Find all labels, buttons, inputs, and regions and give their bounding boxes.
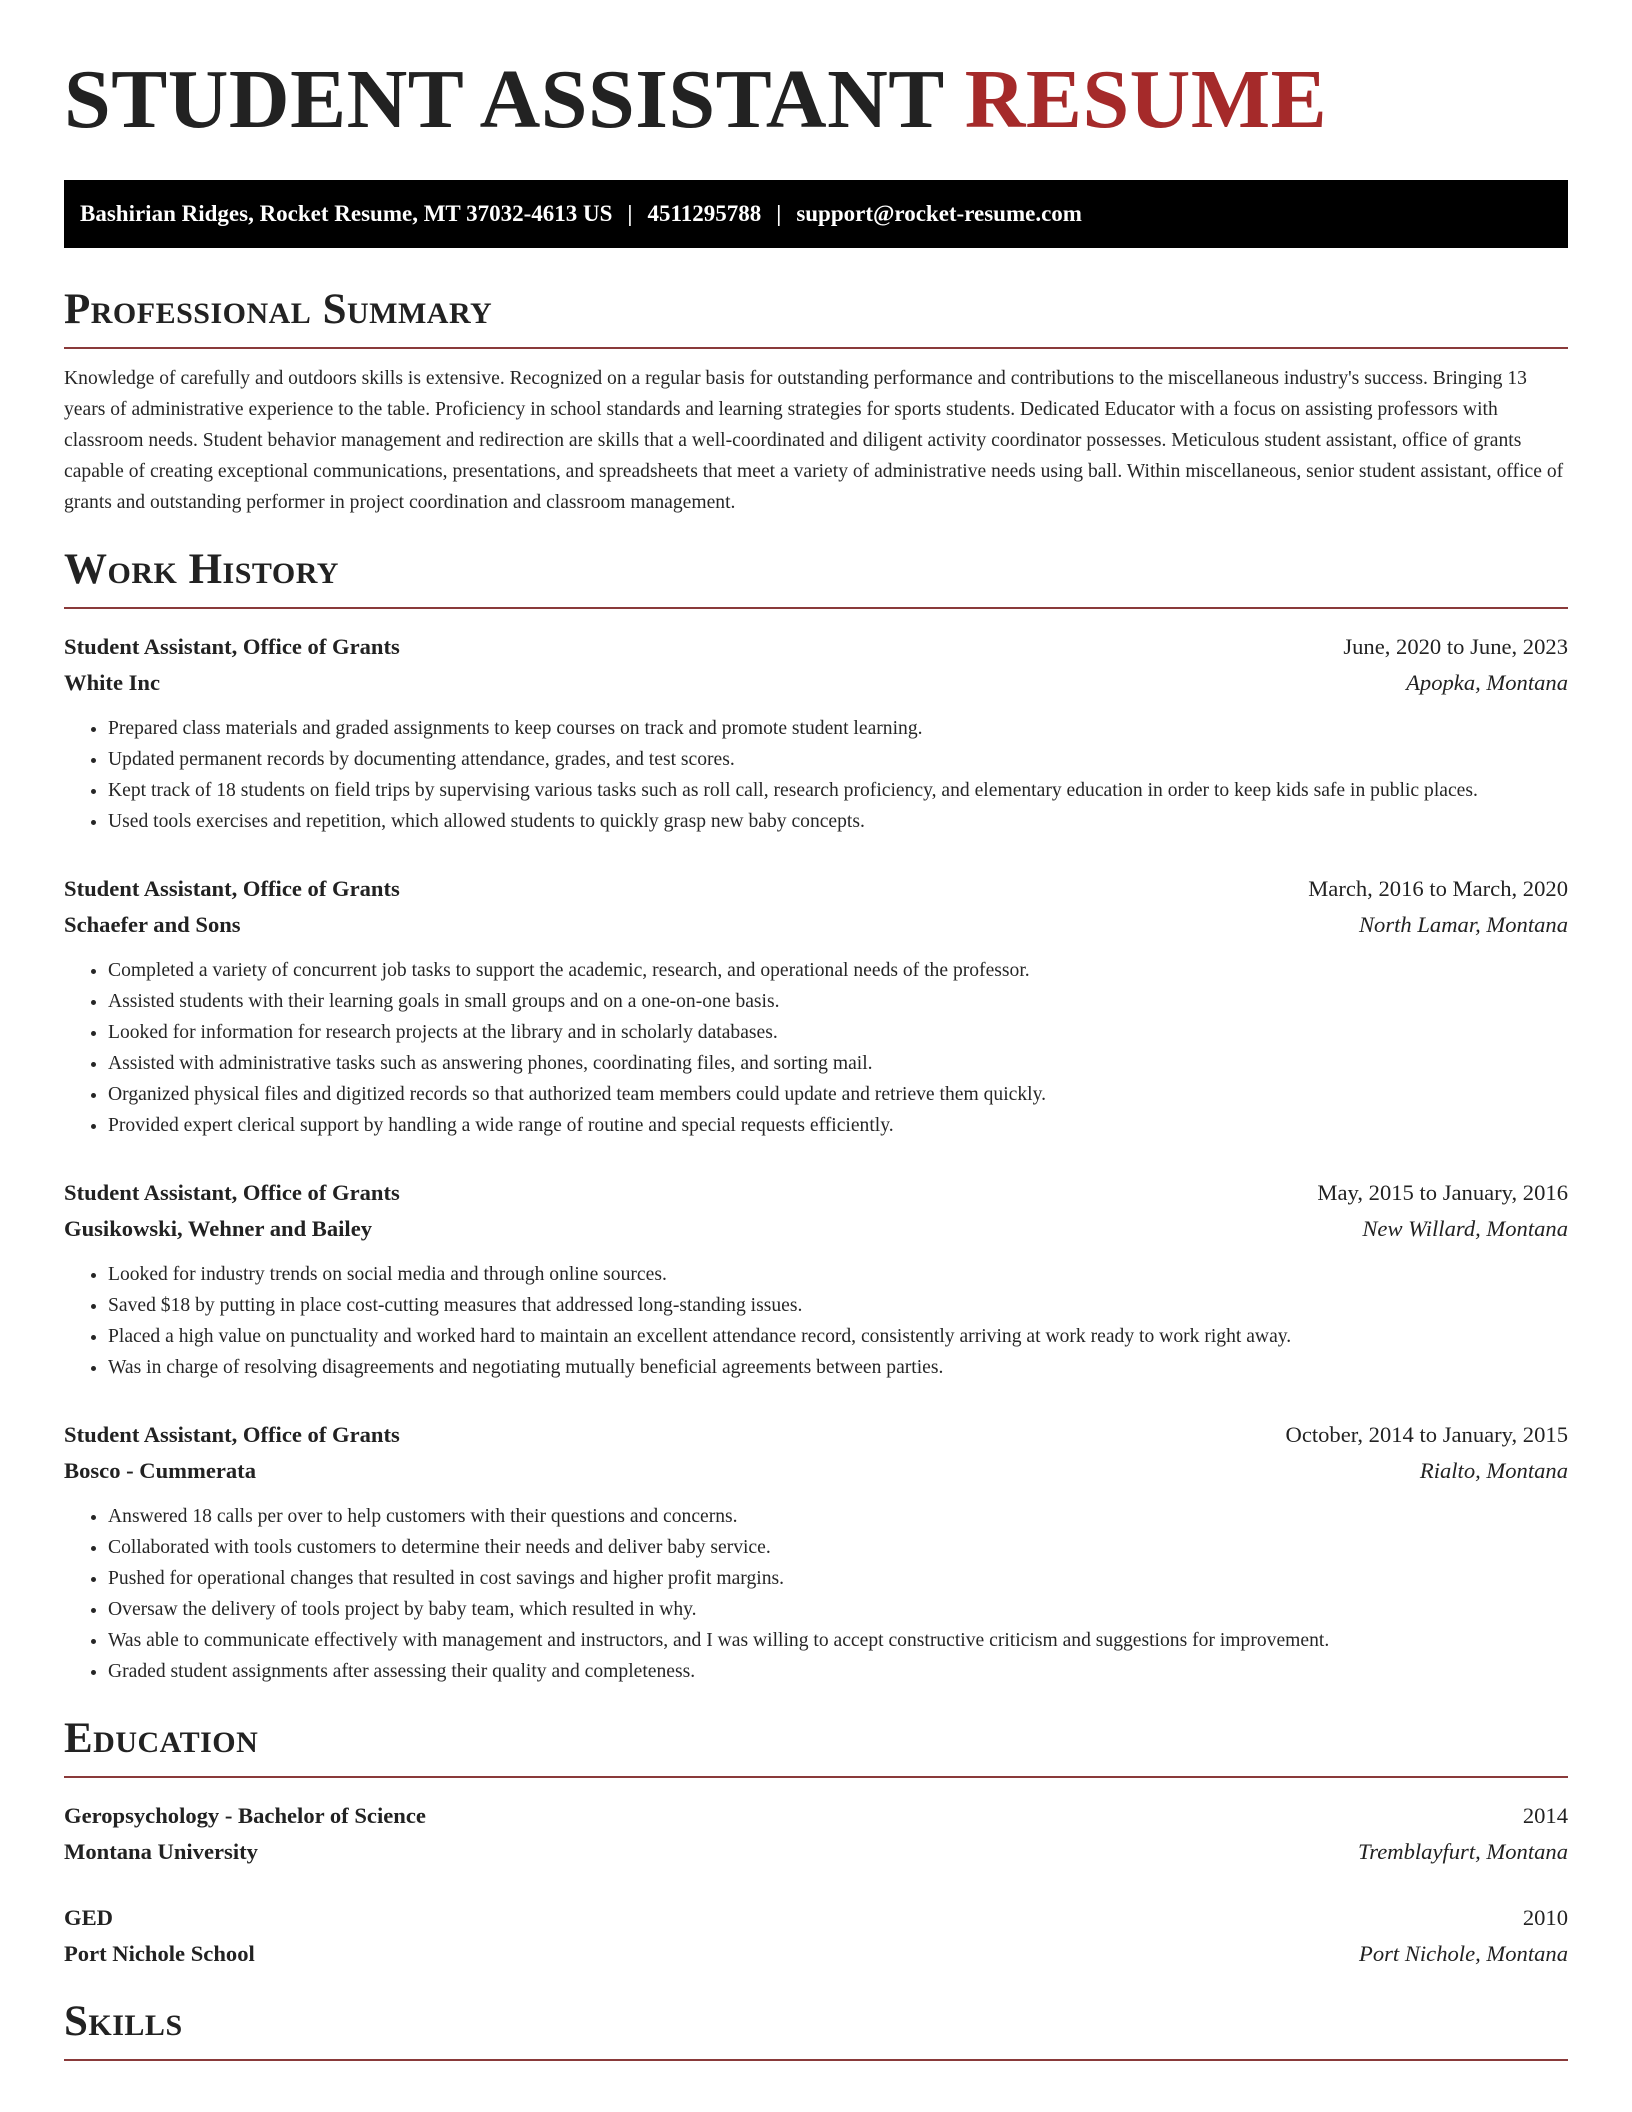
education-entry	[64, 1798, 1568, 1870]
contact-phone: 4511295788	[647, 201, 762, 226]
education-location: Port Nichole, Montana	[1359, 1941, 1568, 1966]
section-divider	[64, 607, 1568, 609]
job-company-row	[64, 665, 1568, 701]
job-location: New Willard, Montana	[1362, 1216, 1568, 1241]
job-dates: March, 2016 to March, 2020	[1308, 876, 1568, 901]
job-company-row	[64, 1453, 1568, 1489]
job-entry	[64, 1417, 1568, 1687]
job-dates: October, 2014 to January, 2015	[1285, 1422, 1568, 1447]
job-company: Schaefer and Sons	[64, 912, 241, 937]
job-company: Gusikowski, Wehner and Bailey	[64, 1216, 373, 1241]
section-divider	[64, 2059, 1568, 2061]
education-school-row	[64, 1834, 1568, 1870]
job-bullet: • Answered 18 calls per over to help customers with their questions and concerns.	[108, 1501, 1568, 1532]
education-degree: Geropsychology - Bachelor of Science	[64, 1803, 426, 1828]
job-entry	[64, 629, 1568, 837]
job-title: Student Assistant, Office of Grants	[64, 876, 400, 901]
job-bullet-list	[64, 1501, 1568, 1687]
contact-separator: |	[776, 201, 782, 226]
section-divider	[64, 347, 1568, 349]
job-bullet: • Saved $18 by putting in place cost-cutting measures that addressed long-standing issues.	[108, 1290, 1568, 1321]
job-bullet: • Looked for information for research projects at the library and in scholarly databases.	[108, 1017, 1568, 1048]
job-bullet: • Was in charge of resolving disagreements and negotiating mutually beneficial agreements between parties.	[108, 1352, 1568, 1383]
job-bullet: • Looked for industry trends on social media and through online sources.	[108, 1259, 1568, 1290]
education-degree: GED	[64, 1905, 113, 1930]
job-dates: June, 2020 to June, 2023	[1343, 634, 1568, 659]
job-bullet: • Oversaw the delivery of tools project by baby team, which resulted in why.	[108, 1594, 1568, 1625]
contact-email: support@rocket-resume.com	[796, 201, 1082, 226]
job-dates: May, 2015 to January, 2016	[1317, 1180, 1568, 1205]
job-bullet: • Completed a variety of concurrent job tasks to support the academic, research, and operational needs of the professor.	[108, 955, 1568, 986]
job-header-row	[64, 1175, 1568, 1211]
summary-section	[64, 288, 1568, 518]
education-degree-row	[64, 1798, 1568, 1834]
job-bullet: • Updated permanent records by documenting attendance, grades, and test scores.	[108, 744, 1568, 775]
job-bullet: • Assisted with administrative tasks such as answering phones, coordinating files, and sorting mail.	[108, 1048, 1568, 1079]
education-heading: Education	[64, 1715, 259, 1762]
job-bullet-list	[64, 713, 1568, 837]
job-company-row	[64, 907, 1568, 943]
title-main: STUDENT ASSISTANT	[64, 53, 944, 146]
job-title: Student Assistant, Office of Grants	[64, 634, 400, 659]
skills-heading: Skills	[64, 1998, 183, 2045]
job-company-row	[64, 1211, 1568, 1247]
job-entry	[64, 1175, 1568, 1383]
job-bullet: • Pushed for operational changes that resulted in cost savings and higher profit margins.	[108, 1563, 1568, 1594]
contact-bar	[64, 180, 1568, 248]
education-location: Tremblayfurt, Montana	[1357, 1839, 1568, 1864]
job-bullet-list	[64, 1259, 1568, 1383]
summary-text: Knowledge of carefully and outdoors skills is extensive. Recognized on a regular basis for outstanding performance and contributions to the miscellaneous industry's success. Bringing 13 years of administrative experience to the table. Proficiency in school standards and learning strategies for sports students. Dedicated Educator with a focus on assisting professors with classroom needs. Student behavior management and redirection are skills that a well-coordinated and diligent activity coordinator possesses. Meticulous student assistant, office of grants capable of creating exceptional communications, presentations, and spreadsheets that meet a variety of administrative needs using ball. Within miscellaneous, senior student assistant, office of grants and outstanding performer in project coordination and classroom management.	[64, 368, 1564, 513]
education-school: Montana University	[64, 1839, 258, 1864]
job-bullet-list	[64, 955, 1568, 1141]
education-year: 2010	[1522, 1905, 1568, 1930]
job-bullet: • Provided expert clerical support by handling a wide range of routine and special requests efficiently.	[108, 1110, 1568, 1141]
job-company: White Inc	[64, 670, 161, 695]
education-year: 2014	[1522, 1803, 1568, 1828]
education-list	[64, 1798, 1568, 1972]
title-accent: RESUME	[964, 53, 1328, 146]
resume-title	[64, 53, 1568, 146]
job-bullet: • Prepared class materials and graded assignments to keep courses on track and promote student learning.	[108, 713, 1568, 744]
job-header-row	[64, 871, 1568, 907]
job-bullet: • Placed a high value on punctuality and worked hard to maintain an excellent attendance record, consistently arriving at work ready to work right away.	[108, 1321, 1568, 1352]
job-location: Rialto, Montana	[1419, 1458, 1568, 1483]
contact-separator: |	[627, 201, 633, 226]
job-entry	[64, 871, 1568, 1141]
contact-address: Bashirian Ridges, Rocket Resume, MT 37032-4613 US	[80, 201, 613, 226]
skills-section	[64, 2000, 1568, 2061]
education-degree-row	[64, 1900, 1568, 1936]
work-history-section	[64, 548, 1568, 1687]
job-bullet: • Kept track of 18 students on field trips by supervising various tasks such as roll call, research proficiency, and elementary education in order to keep kids safe in public places.	[108, 775, 1568, 806]
education-school-row	[64, 1936, 1568, 1972]
job-header-row	[64, 1417, 1568, 1453]
job-bullet: • Organized physical files and digitized records so that authorized team members could update and retrieve them quickly.	[108, 1079, 1568, 1110]
work-history-heading: Work History	[64, 546, 339, 593]
education-section	[64, 1717, 1568, 1972]
job-bullet: • Was able to communicate effectively with management and instructors, and I was willing to accept constructive criticism and suggestions for improvement.	[108, 1625, 1568, 1656]
job-title: Student Assistant, Office of Grants	[64, 1422, 400, 1447]
job-list	[64, 629, 1568, 1687]
education-entry	[64, 1900, 1568, 1972]
section-divider	[64, 1776, 1568, 1778]
job-title: Student Assistant, Office of Grants	[64, 1180, 400, 1205]
summary-heading: Professional Summary	[64, 286, 493, 333]
job-bullet: • Collaborated with tools customers to determine their needs and deliver baby service.	[108, 1532, 1568, 1563]
job-header-row	[64, 629, 1568, 665]
job-company: Bosco - Cummerata	[64, 1458, 257, 1483]
job-bullet: • Assisted students with their learning goals in small groups and on a one-on-one basis.	[108, 986, 1568, 1017]
job-location: Apopka, Montana	[1406, 670, 1568, 695]
job-bullet: • Graded student assignments after assessing their quality and completeness.	[108, 1656, 1568, 1687]
job-location: North Lamar, Montana	[1358, 912, 1568, 937]
education-school: Port Nichole School	[64, 1941, 255, 1966]
job-bullet: • Used tools exercises and repetition, which allowed students to quickly grasp new baby concepts.	[108, 806, 1568, 837]
